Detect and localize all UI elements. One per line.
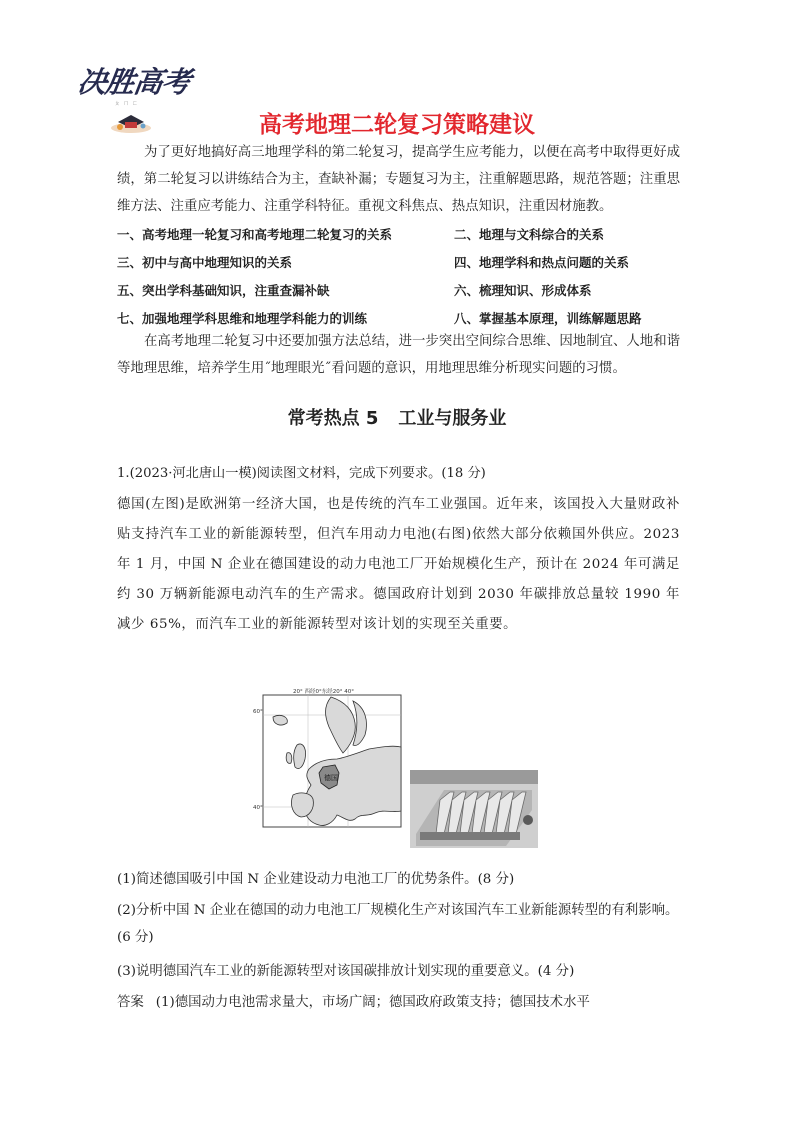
map-country-label: 德国 [324,774,338,782]
sub-question-1: (1)简述德国吸引中国 N 企业建设动力电池工厂的优势条件。(8 分) [117,872,515,887]
points-row [117,220,687,248]
point-item: 一、高考地理一轮复习和高考地理二轮复习的关系 [117,227,393,242]
map-lat-40: 40° [253,805,263,811]
strategy-points [117,220,687,332]
answer-text: (1)德国动力电池需求量大，市场广阔；德国政府政策支持；德国技术水平 [155,995,590,1010]
points-row [117,248,687,276]
point-item: 二、地理与文科综合的关系 [454,227,605,242]
outro-text: 在高考地理二轮复习中还要加强方法总结，进一步突出空间综合思维、因地制宜、人地和谐等地理思维，培养学生用˝地理眼光˝看问题的意识，用地理思维分析现实问题的习惯。 [117,334,680,376]
section-label: 常考热点 5 [287,408,379,429]
intro-text: 为了更好地搞好高三地理学科的第二轮复习，提高学生应考能力，以便在高考中取得更好成绩，第二轮复习以讲练结合为主，查缺补漏；专题复习为主，注重解题思路，规范答题；注重思维方法、注重应考能力、注重学科特征。重视文科焦点、热点知识，注重因材施教。 [117,145,680,214]
question-heading: 1.(2023·河北唐山一模)阅读图文材料，完成下列要求。(18 分) [117,466,486,481]
point-item: 七、加强地理学科思维和地理学科能力的训练 [117,311,368,326]
logo-text: 决胜高考 [75,65,193,99]
sub-question-3: (3)说明德国汽车工业的新能源转型对该国碳排放计划实现的重要意义。(4 分) [117,964,575,979]
answer [117,989,687,1016]
intro-paragraph [117,139,680,220]
point-item: 四、地理学科和热点问题的关系 [454,255,630,270]
point-item: 五、突出学科基础知识，注重查漏补缺 [117,283,330,298]
logo-subtext: ㄆㄇㄈ [114,100,142,107]
point-item: 八、掌握基本原理，训练解题思路 [454,311,642,326]
outro-paragraph [117,328,680,382]
section-topic: 工业与服务业 [398,408,507,429]
point-item: 六、梳理知识、形成体系 [454,283,592,298]
battery-pack-photo [410,770,538,848]
map-top-ticks: 20° 西经0°东经20° 40° [293,689,354,695]
points-row [117,276,687,304]
question-material: 德国(左图)是欧洲第一经济大国，也是传统的汽车工业强国。近年来，该国投入大量财政补贴支持汽车工业的新能源转型，但汽车用动力电池(右图)依然大部分依赖国外供应。2023 年 1 月，中国 N 企业在德国建设的动力电池工厂开始规模化生产，预计在 2024 年可满足约 30 万辆新能源电动汽车的生产需求。德国政府计划到 2030 年碳排放总量较 1990 年减少 65%，而汽车工业的新能源转型对该计划的实现至关重要。 [117,497,680,632]
sub-question-2: (2)分析中国 N 企业在德国的动力电池工厂规模化生产对该国汽车工业新能源转型的有利影响。(6 分) [117,903,679,945]
point-item: 三、初中与高中地理知识的关系 [117,255,293,270]
section-title [0,404,794,430]
map-lat-60: 60° [253,709,263,715]
answer-label: 答案 [117,995,144,1010]
page-title: 高考地理二轮复习策略建议 [259,112,535,138]
europe-map-figure [253,687,405,829]
